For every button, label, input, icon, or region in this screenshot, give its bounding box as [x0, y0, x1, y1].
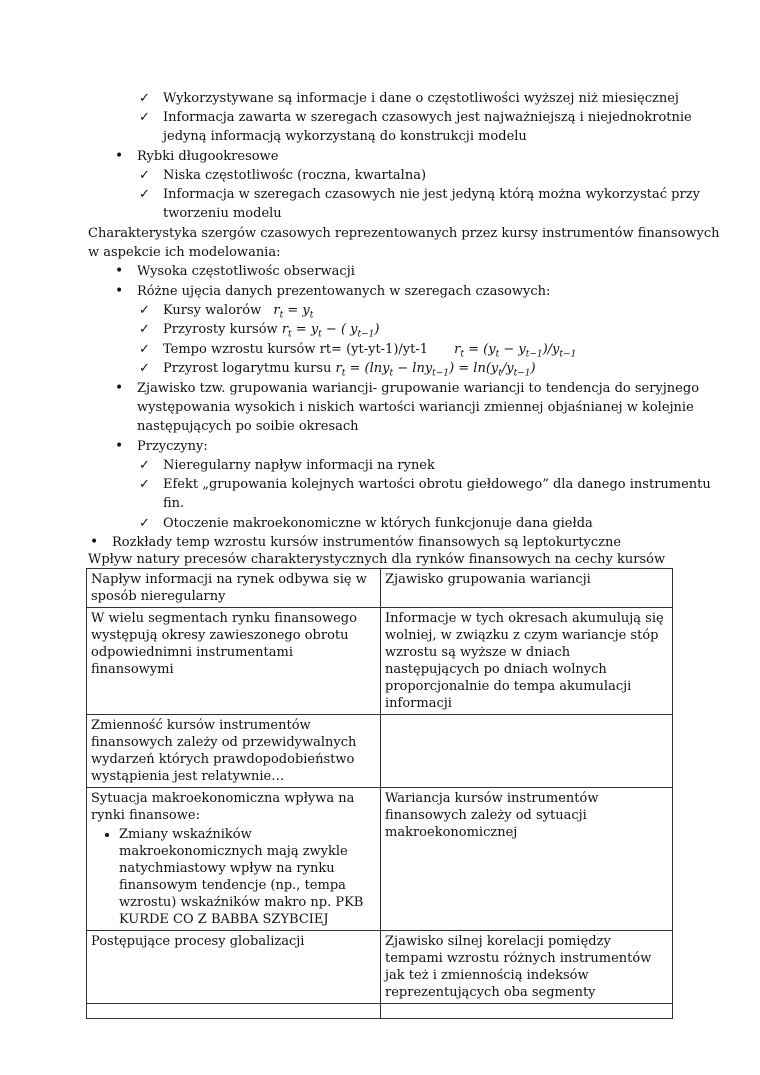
text: Otoczenie makroekonomiczne w których funkcjonuje dana giełda	[163, 516, 593, 531]
cell-text: Sytuacja makroekonomiczna wpływa na rynki finansowe:	[91, 791, 355, 823]
list-item	[163, 166, 426, 185]
list-item	[137, 282, 550, 301]
list-item	[163, 456, 435, 475]
table-cell	[381, 715, 673, 788]
text: Niska częstotliwośc (roczna, kwartalna)	[163, 168, 427, 183]
table-cell	[87, 788, 381, 931]
list-item	[137, 147, 278, 166]
text: Rybki długookresowe	[137, 149, 279, 164]
list-item	[137, 437, 208, 456]
text: Tempo wzrostu kursów rt= (yt-yt-1)/yt-1	[163, 342, 429, 357]
table-caption: Wpływ natury precesów charakterystycznych dla rynków finansowych na cechy kursów	[88, 552, 666, 567]
text: Wysoka częstotliwośc obserwacji	[137, 264, 355, 279]
table-cell: Zjawisko grupowania wariancji	[381, 569, 673, 608]
table-cell: Informacje w tych okresach akumulują się wolniej, w związku z czym wariancje stóp wzrostu są wyższe w dniach następujących po dniach wolnych proporcjonalnie do tempa akumulacji informacji	[381, 608, 673, 715]
table-cell: Postępujące procesy globalizacji	[87, 931, 381, 1004]
section-heading: Charakterystyka szergów czasowych reprezentowanych przez kursy instrumentów finansowych	[88, 226, 720, 241]
table-cell	[87, 1004, 381, 1019]
list-item	[137, 379, 699, 398]
list-item-continuation: tworzeniu modelu	[163, 206, 282, 221]
text: Rozkłady temp wzrostu kursów instrumentów finansowych są leptokurtyczne	[112, 535, 622, 550]
list-item	[163, 514, 593, 533]
list-item	[163, 89, 679, 108]
text: Przyrost logarytmu kursu	[163, 361, 332, 376]
table-cell: Wariancja kursów instrumentów finansowych zależy od sytuacji makroekonomicznej	[381, 788, 673, 931]
formula-3: $r_t = (y_t - y_{t-1})/y_{t-1}$	[454, 342, 577, 360]
list-item-continuation: fin.	[163, 496, 185, 511]
table-row	[87, 1004, 673, 1019]
text: Informacja zawarta w szeregach czasowych jest najważniejszą i niejednokrotnie	[163, 110, 692, 125]
formula-4: $r_t = (\ln y_t - \ln y_{t-1}) = \ln(y_t/y_{t-1})$	[335, 361, 536, 379]
table-row	[87, 788, 673, 931]
table-cell: Napływ informacji na rynek odbywa się w sposób nieregularny	[87, 569, 381, 608]
formula-1: $r_t = y_t$	[273, 303, 314, 321]
text: Wykorzystywane są informacje i dane o częstotliwości wyższej niż miesięcznej	[163, 91, 679, 106]
table-row	[87, 569, 673, 608]
list-item-continuation: występowania wysokich i niskich wartości wariancji zmiennej objaśnianej w kolejnie	[137, 400, 694, 415]
table-row	[87, 931, 673, 1004]
formula-2: $r_t = y_t$ − ( $y_{t-1}$)	[281, 322, 380, 340]
list-item: • Zmiany wskaźników makroekonomicznych mają zwykle natychmiastowy wpływ na rynku finansowym tendencje (np., tempa wzrostu) wskaźników makro np. PKB KURDE CO Z BABBA SZYBCIEJ	[119, 826, 376, 928]
table-cell	[381, 1004, 673, 1019]
list-item	[163, 475, 711, 494]
table-row	[87, 608, 673, 715]
text: Przyczyny:	[137, 439, 208, 454]
table-row	[87, 715, 673, 788]
table-cell: Zmienność kursów instrumentów finansowych zależy od przewidywalnych wydarzeń których prawdopodobieństwo wystąpienia jest relatywnie…	[87, 715, 381, 788]
text: Informacja w szeregach czasowych nie jest jedyną którą można wykorzystać przy	[163, 187, 700, 202]
text: Kursy walorów	[163, 303, 262, 318]
text: Różne ujęcia danych prezentowanych w szeregach czasowych:	[137, 284, 551, 299]
text: Zjawisko tzw. grupowania wariancji- grupowanie wariancji to tendencja do seryjnego	[137, 381, 700, 396]
text: Efekt „grupowania kolejnych wartości obrotu giełdowego” dla danego instrumentu	[163, 477, 711, 492]
list-item	[163, 108, 692, 127]
text: Nieregularny napływ informacji na rynek	[163, 458, 435, 473]
comparison-table	[86, 568, 673, 1019]
list-item-continuation: następujących po soibie okresach	[137, 419, 359, 434]
table-cell: Zjawisko silnej korelacji pomiędzy tempami wzrostu różnych instrumentów jak też i zmiennością indeksów reprezentujących oba segmenty	[381, 931, 673, 1004]
list-item	[137, 262, 355, 281]
list-item-continuation: jedyną informacją wykorzystaną do konstrukcji modelu	[163, 129, 527, 144]
list-item	[163, 185, 700, 204]
table-cell: W wielu segmentach rynku finansowego występują okresy zawieszonego obrotu odpowiednimni instrumentami finansowymi	[87, 608, 381, 715]
cell-list	[91, 826, 376, 928]
section-heading-cont: w aspekcie ich modelowania:	[88, 245, 281, 260]
text: Przyrosty kursów	[163, 322, 278, 337]
